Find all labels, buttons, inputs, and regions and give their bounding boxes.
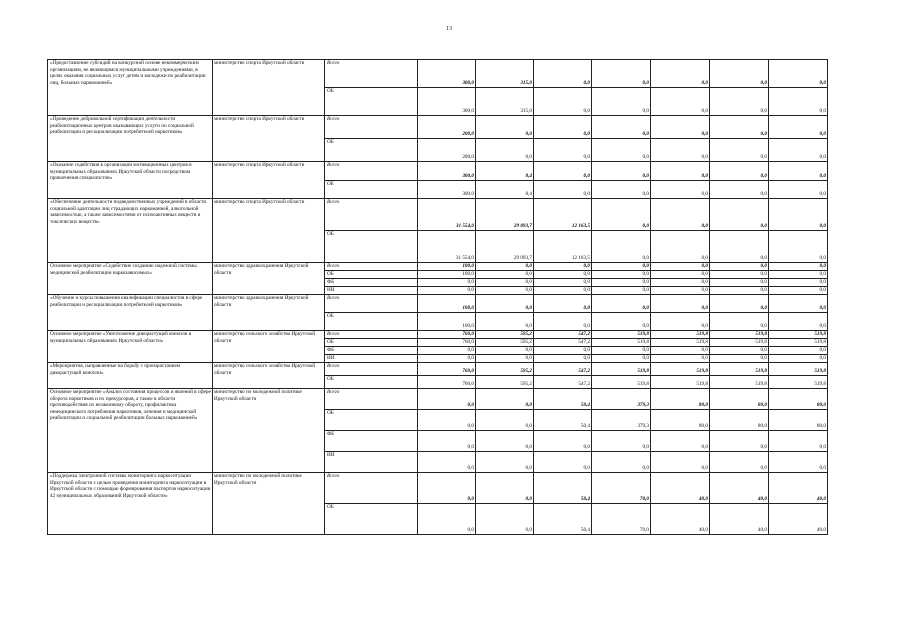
funding-value: 519,8 xyxy=(710,363,769,376)
funding-value: 0,0 xyxy=(534,116,592,139)
funding-source: Всего xyxy=(325,60,418,88)
funding-value: 0,0 xyxy=(476,287,534,295)
funding-source: ФБ xyxy=(325,279,418,287)
funding-value: 0,0 xyxy=(592,271,651,279)
funding-value: 0,0 xyxy=(592,181,651,199)
funding-value: 0,0 xyxy=(592,279,651,287)
funding-value: 0,0 xyxy=(476,116,534,139)
responsible-executor: министерство сельского хозяйства Иркутской области xyxy=(213,363,325,389)
funding-value: 0,0 xyxy=(710,452,769,473)
funding-source: ОБ xyxy=(325,313,418,331)
funding-value: 0,0 xyxy=(651,287,710,295)
funding-value: 0,0 xyxy=(476,389,534,410)
funding-value: 0,0 xyxy=(710,181,769,199)
funding-value: 0,0 xyxy=(534,60,592,88)
funding-value: 519,8 xyxy=(710,376,769,389)
funding-value: 595,2 xyxy=(476,363,534,376)
funding-value: 0,0 xyxy=(769,295,828,313)
funding-value: 0,0 xyxy=(592,295,651,313)
funding-value: 0,0 xyxy=(418,389,476,410)
funding-value: 300,0 xyxy=(418,181,476,199)
funding-value: 519,8 xyxy=(769,363,828,376)
funding-value: 0,0 xyxy=(651,295,710,313)
funding-value: 40,0 xyxy=(651,504,710,535)
funding-value: 0,0 xyxy=(418,287,476,295)
activity-name: «Оказание содействия в организации мотивационных центров в муниципальных образованиях Иркутской области посредством привлечения специалистов» xyxy=(48,162,213,199)
table-row xyxy=(48,389,828,410)
page-number: 13 xyxy=(446,26,452,32)
funding-value: 0,0 xyxy=(769,347,828,355)
funding-value: 0,0 xyxy=(769,199,828,231)
funding-value: 0,0 xyxy=(710,199,769,231)
funding-value: 0,0 xyxy=(476,355,534,363)
funding-value: 0,0 xyxy=(769,313,828,331)
funding-source: ОБ xyxy=(325,88,418,116)
funding-value: 80,0 xyxy=(769,389,828,410)
responsible-executor: министерство сельского хозяйства Иркутской области xyxy=(213,331,325,363)
activity-name: Основное мероприятие «Анализ состояния процессов и явлений в сфере оборота наркотиков и их прекурсоров, а также в области противодействия их незаконному обороту, профилактика немедицинского потребления наркотиков, лечения и медицинской реабилитации и социальной реабилитации больных наркоманией» xyxy=(48,389,213,473)
funding-value: 0,0 xyxy=(769,452,828,473)
funding-value: 0,0 xyxy=(710,231,769,263)
funding-source: ОБ xyxy=(325,231,418,263)
funding-value: 0,0 xyxy=(534,88,592,116)
funding-value: 50,4 xyxy=(534,389,592,410)
funding-source: Всего xyxy=(325,263,418,271)
funding-value: 0,0 xyxy=(710,60,769,88)
funding-value: 0,0 xyxy=(710,263,769,271)
funding-value: 0,0 xyxy=(476,279,534,287)
funding-value: 0,0 xyxy=(534,162,592,181)
funding-value: 0,0 xyxy=(592,199,651,231)
activity-name: Основное мероприятие «Содействие созданию надежной системы медицинской реабилитации наркозависимых» xyxy=(48,263,213,295)
funding-value: 0,0 xyxy=(418,452,476,473)
funding-value: 31 554,0 xyxy=(418,199,476,231)
table-row xyxy=(48,331,828,339)
funding-source: ИИ xyxy=(325,452,418,473)
funding-value: 31 554,0 xyxy=(418,231,476,263)
table-row xyxy=(48,162,828,181)
funding-value: 0,0 xyxy=(592,231,651,263)
funding-value: 300,0 xyxy=(418,60,476,88)
funding-value: 29 093,7 xyxy=(476,231,534,263)
funding-value: 0,0 xyxy=(476,295,534,313)
funding-value: 0,0 xyxy=(534,271,592,279)
funding-value: 0,0 xyxy=(710,295,769,313)
funding-value: 519,8 xyxy=(592,339,651,347)
funding-value: 0,0 xyxy=(651,60,710,88)
funding-value: 0,0 xyxy=(418,355,476,363)
activity-name: «Проведение добровольной сертификации деятельности реабилитационных центров оказывающих услуги по социальной реабилитации и ресоциализации потребителей наркотиков» xyxy=(48,116,213,162)
funding-value: 0,0 xyxy=(651,162,710,181)
funding-value: 0,0 xyxy=(476,410,534,431)
funding-value: 200,0 xyxy=(418,116,476,139)
funding-value: 760,0 xyxy=(418,331,476,339)
funding-value: 519,8 xyxy=(592,363,651,376)
funding-value: 0,0 xyxy=(710,347,769,355)
funding-value: 0,0 xyxy=(651,199,710,231)
funding-source: Всего xyxy=(325,199,418,231)
funding-source: ОБ xyxy=(325,376,418,389)
funding-value: 0,0 xyxy=(534,355,592,363)
funding-value: 200,0 xyxy=(418,139,476,162)
funding-value: 0,0 xyxy=(534,295,592,313)
funding-value: 0,0 xyxy=(710,287,769,295)
activity-name: «Мероприятия, направленные на борьбу с произрастанием дикорастущей конопли» xyxy=(48,363,213,389)
funding-value: 519,8 xyxy=(592,331,651,339)
funding-value: 0,0 xyxy=(418,473,476,504)
table-row xyxy=(48,263,828,271)
funding-value: 519,8 xyxy=(710,339,769,347)
responsible-executor: министерство спорта Иркутской области xyxy=(213,60,325,116)
funding-value: 40,0 xyxy=(769,504,828,535)
funding-value: 300,0 xyxy=(418,162,476,181)
funding-value: 0,0 xyxy=(651,88,710,116)
funding-value: 40,0 xyxy=(651,473,710,504)
funding-value: 50,4 xyxy=(534,410,592,431)
funding-value: 8,4 xyxy=(476,181,534,199)
funding-value: 0,0 xyxy=(592,287,651,295)
funding-value: 0,0 xyxy=(710,313,769,331)
responsible-executor: министерство спорта Иркутской области xyxy=(213,199,325,263)
funding-value: 0,0 xyxy=(534,263,592,271)
responsible-executor: министерство спорта Иркутской области xyxy=(213,116,325,162)
funding-value: 0,0 xyxy=(710,139,769,162)
responsible-executor: министерство здравоохранения Иркутской области xyxy=(213,263,325,295)
funding-value: 0,0 xyxy=(710,271,769,279)
funding-value: 0,0 xyxy=(476,263,534,271)
funding-value: 0,0 xyxy=(592,60,651,88)
funding-value: 0,0 xyxy=(651,355,710,363)
funding-source: Всего xyxy=(325,116,418,139)
funding-value: 0,0 xyxy=(418,410,476,431)
funding-value: 0,0 xyxy=(769,181,828,199)
funding-value: 0,0 xyxy=(651,431,710,452)
funding-value: 0,0 xyxy=(592,263,651,271)
table-row xyxy=(48,295,828,313)
funding-value: 0,0 xyxy=(476,452,534,473)
funding-value: 0,0 xyxy=(769,60,828,88)
funding-value: 0,0 xyxy=(651,139,710,162)
funding-value: 379,3 xyxy=(592,389,651,410)
funding-value: 0,0 xyxy=(651,452,710,473)
funding-value: 0,0 xyxy=(769,88,828,116)
funding-value: 0,0 xyxy=(592,355,651,363)
funding-value: 70,0 xyxy=(592,504,651,535)
funding-value: 0,0 xyxy=(534,279,592,287)
funding-value: 0,0 xyxy=(418,347,476,355)
funding-value: 0,0 xyxy=(769,355,828,363)
funding-value: 80,0 xyxy=(769,410,828,431)
funding-value: 379,3 xyxy=(592,410,651,431)
funding-value: 70,0 xyxy=(592,473,651,504)
funding-value: 547,2 xyxy=(534,339,592,347)
funding-value: 0,0 xyxy=(534,139,592,162)
funding-value: 0,0 xyxy=(592,162,651,181)
funding-source: Всего xyxy=(325,295,418,313)
funding-value: 0,0 xyxy=(651,116,710,139)
funding-value: 0,0 xyxy=(769,431,828,452)
funding-source: ОБ xyxy=(325,410,418,431)
funding-value: 40,0 xyxy=(710,504,769,535)
funding-value: 760,0 xyxy=(418,363,476,376)
funding-value: 0,0 xyxy=(769,271,828,279)
funding-value: 0,0 xyxy=(651,313,710,331)
funding-value: 0,0 xyxy=(710,279,769,287)
funding-value: 100,0 xyxy=(418,263,476,271)
funding-value: 80,0 xyxy=(710,389,769,410)
funding-value: 547,2 xyxy=(534,331,592,339)
funding-value: 760,0 xyxy=(418,376,476,389)
funding-value: 0,0 xyxy=(534,287,592,295)
activity-name: «Обучение и курсы повышения квалификации специалистов в сфере реабилитации и ресоциализации потребителей наркотиков» xyxy=(48,295,213,331)
table-row xyxy=(48,363,828,376)
funding-value: 519,8 xyxy=(769,339,828,347)
activity-name: «Поддержка электронной системы мониторинга наркоситуации Иркутской области с целью проведения мониторинга наркоситуации в Иркутской области с помощью формирования паспортов наркоситуации 42 муниципальных образований Иркутской области» xyxy=(48,473,213,535)
funding-value: 547,2 xyxy=(534,376,592,389)
funding-value: 0,0 xyxy=(710,431,769,452)
funding-value: 595,2 xyxy=(476,331,534,339)
funding-value: 12 163,5 xyxy=(534,199,592,231)
activity-name: «Обеспечение деятельности подведомственных учреждений в области социальной адаптации лиц страдающих наркоманией, алкогольной зависимостью, а также зависимостями от психоактивных веществ и токсических веществ» xyxy=(48,199,213,263)
funding-source: ИИ xyxy=(325,287,418,295)
funding-value: 0,0 xyxy=(769,231,828,263)
funding-value: 0,0 xyxy=(476,504,534,535)
funding-value: 0,0 xyxy=(592,88,651,116)
activity-name: Основное мероприятие «Уничтожение дикорастущей конопли в муниципальных образованиях Иркутской области» xyxy=(48,331,213,363)
funding-value: 100,0 xyxy=(418,271,476,279)
funding-value: 519,8 xyxy=(651,339,710,347)
funding-source: ОБ xyxy=(325,181,418,199)
funding-value: 519,8 xyxy=(651,331,710,339)
funding-value: 0,0 xyxy=(592,116,651,139)
responsible-executor: министерство по молодежной политике Иркутской области xyxy=(213,473,325,535)
funding-value: 315,0 xyxy=(476,88,534,116)
funding-value: 0,0 xyxy=(710,88,769,116)
responsible-executor: министерство по молодежной политике Иркутской области xyxy=(213,389,325,473)
funding-value: 0,0 xyxy=(418,431,476,452)
table-row xyxy=(48,473,828,504)
funding-value: 0,0 xyxy=(592,431,651,452)
funding-value: 0,0 xyxy=(534,452,592,473)
funding-value: 0,0 xyxy=(592,452,651,473)
funding-value: 80,0 xyxy=(651,410,710,431)
funding-value: 0,0 xyxy=(769,162,828,181)
funding-value: 0,0 xyxy=(651,231,710,263)
table-row xyxy=(48,116,828,139)
funding-table xyxy=(47,59,828,535)
table-row xyxy=(48,199,828,231)
funding-value: 0,0 xyxy=(769,279,828,287)
funding-value: 0,0 xyxy=(769,139,828,162)
funding-value: 0,0 xyxy=(476,271,534,279)
funding-source: ИИ xyxy=(325,355,418,363)
funding-value: 300,0 xyxy=(418,88,476,116)
funding-value: 0,0 xyxy=(710,162,769,181)
funding-value: 595,2 xyxy=(476,376,534,389)
funding-value: 12 163,5 xyxy=(534,231,592,263)
funding-value: 315,0 xyxy=(476,60,534,88)
funding-value: 0,0 xyxy=(476,473,534,504)
funding-value: 0,0 xyxy=(592,313,651,331)
funding-value: 0,0 xyxy=(476,431,534,452)
funding-value: 40,0 xyxy=(710,473,769,504)
funding-value: 547,2 xyxy=(534,363,592,376)
funding-value: 100,0 xyxy=(418,313,476,331)
funding-value: 80,0 xyxy=(710,410,769,431)
funding-value: 0,0 xyxy=(769,287,828,295)
funding-value: 0,0 xyxy=(651,347,710,355)
funding-value: 0,0 xyxy=(476,347,534,355)
funding-value: 0,0 xyxy=(476,139,534,162)
funding-value: 519,8 xyxy=(769,331,828,339)
funding-value: 0,0 xyxy=(534,181,592,199)
funding-value: 0,0 xyxy=(534,347,592,355)
funding-value: 29 093,7 xyxy=(476,199,534,231)
funding-source: Всего xyxy=(325,473,418,504)
funding-value: 0,0 xyxy=(651,271,710,279)
table-row xyxy=(48,60,828,88)
funding-value: 0,0 xyxy=(592,139,651,162)
funding-source: ОБ xyxy=(325,504,418,535)
funding-value: 0,0 xyxy=(651,263,710,271)
funding-value: 595,2 xyxy=(476,339,534,347)
funding-value: 0,0 xyxy=(476,313,534,331)
funding-source: ОБ xyxy=(325,339,418,347)
funding-value: 0,0 xyxy=(534,313,592,331)
funding-value: 0,0 xyxy=(651,181,710,199)
funding-value: 0,0 xyxy=(710,116,769,139)
funding-source: ФБ xyxy=(325,431,418,452)
funding-value: 519,8 xyxy=(769,376,828,389)
funding-value: 50,4 xyxy=(534,504,592,535)
funding-value: 50,4 xyxy=(534,473,592,504)
funding-value: 0,0 xyxy=(534,431,592,452)
activity-name: «Предоставление субсидий на конкурсной основе некоммерческим организациям, не являющимся муниципальными учреждениями, в целях оказания социальных услуг детям и молодежи по реабилитации лиц, больных наркоманией» xyxy=(48,60,213,116)
funding-value: 0,0 xyxy=(769,263,828,271)
responsible-executor: министерство спорта Иркутской области xyxy=(213,162,325,199)
funding-value: 760,0 xyxy=(418,339,476,347)
funding-value: 8,4 xyxy=(476,162,534,181)
funding-value: 519,8 xyxy=(651,376,710,389)
funding-source: Всего xyxy=(325,363,418,376)
funding-source: Всего xyxy=(325,389,418,410)
funding-source: Всего xyxy=(325,162,418,181)
funding-value: 0,0 xyxy=(769,116,828,139)
funding-value: 0,0 xyxy=(710,355,769,363)
funding-value: 0,0 xyxy=(418,279,476,287)
funding-value: 0,0 xyxy=(418,504,476,535)
funding-value: 0,0 xyxy=(651,279,710,287)
funding-value: 519,8 xyxy=(651,363,710,376)
responsible-executor: министерство здравоохранения Иркутской области xyxy=(213,295,325,331)
funding-source: ОБ xyxy=(325,271,418,279)
funding-value: 80,0 xyxy=(651,389,710,410)
funding-source: Всего xyxy=(325,331,418,339)
funding-value: 0,0 xyxy=(592,347,651,355)
funding-source: ОБ xyxy=(325,139,418,162)
funding-value: 519,8 xyxy=(592,376,651,389)
funding-value: 40,0 xyxy=(769,473,828,504)
funding-source: ФБ xyxy=(325,347,418,355)
funding-value: 519,8 xyxy=(710,331,769,339)
funding-value: 100,0 xyxy=(418,295,476,313)
